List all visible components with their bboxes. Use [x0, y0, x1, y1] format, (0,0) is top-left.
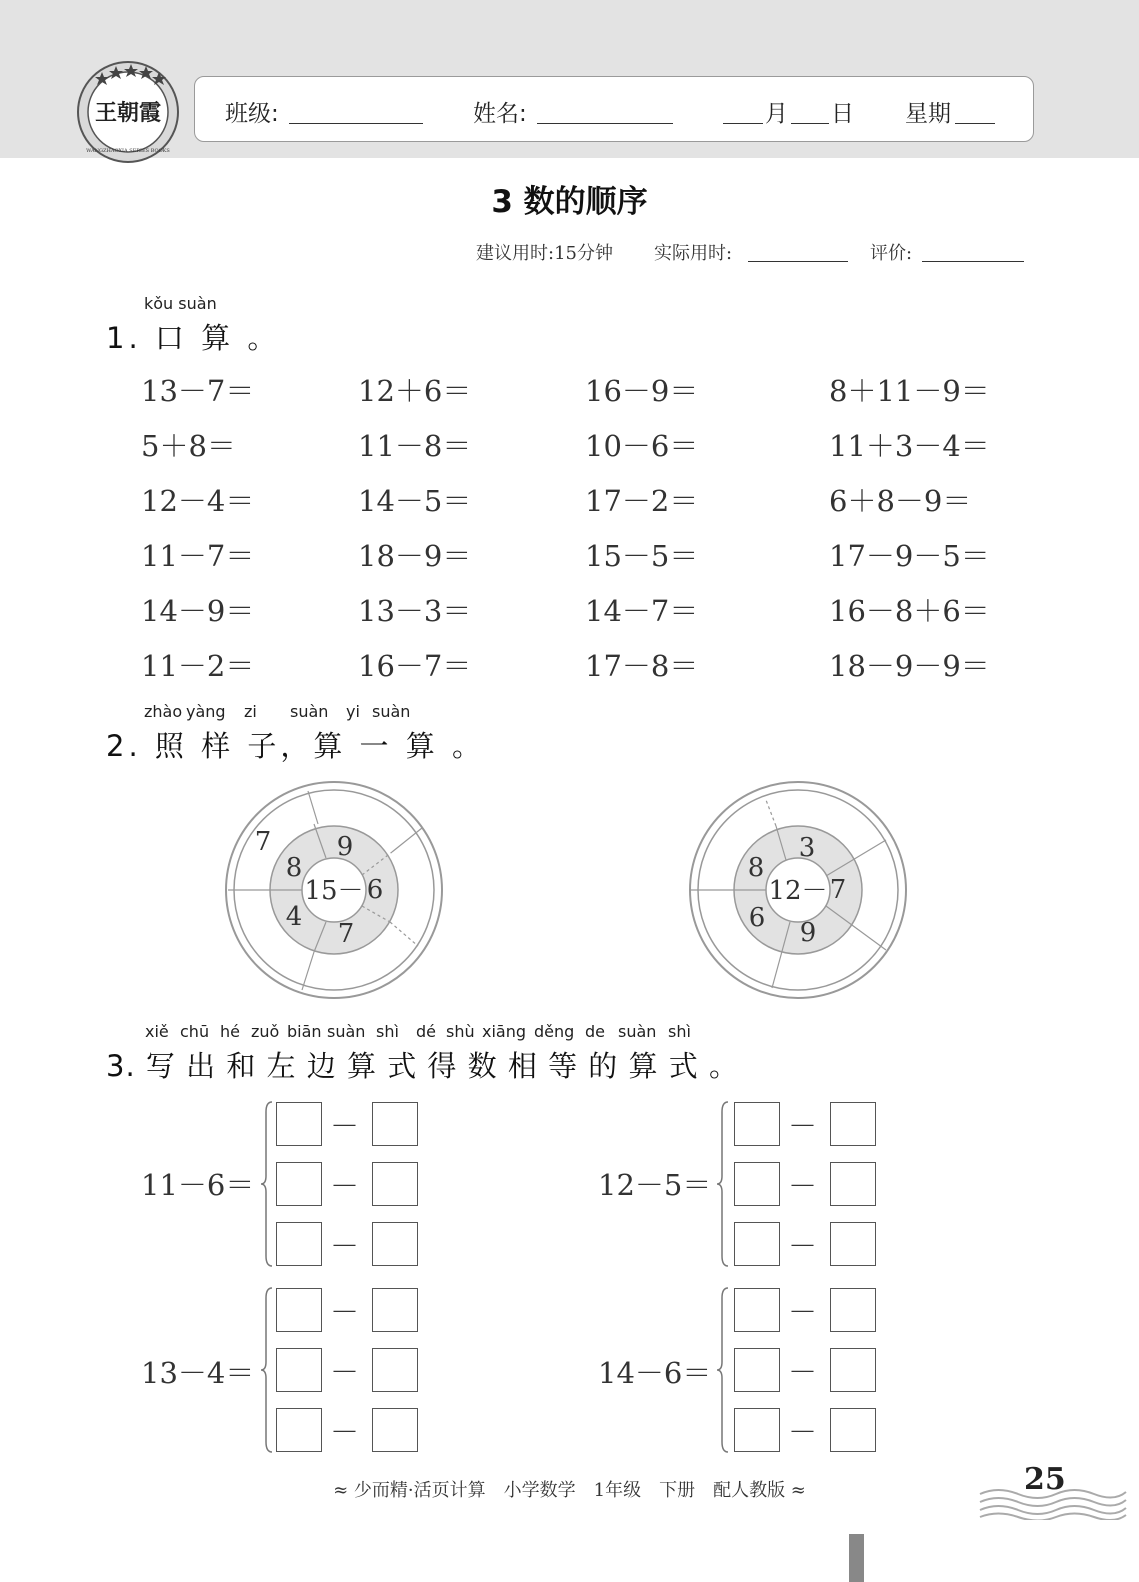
logo-subtext: WANGZHAOXIA SERIES BOOKS	[86, 148, 170, 154]
pinyin-syllable: chū	[180, 1022, 210, 1041]
brace-icon	[260, 1286, 274, 1454]
answer-box[interactable]	[372, 1348, 418, 1392]
pinyin-syllable: zhào	[144, 702, 183, 721]
pinyin-syllable: suàn	[327, 1022, 366, 1041]
equation[interactable]: 10－6＝	[585, 429, 699, 463]
answer-box[interactable]	[830, 1162, 876, 1206]
minus-sign: －	[788, 1355, 818, 1389]
pinyin-syllable: suàn	[618, 1022, 657, 1041]
pinyin-syllable: yi	[346, 702, 360, 721]
inner-number: 6	[366, 875, 384, 905]
class-label: 班级:	[225, 101, 279, 127]
answer-box[interactable]	[276, 1408, 322, 1452]
pinyin-syllable: xiāng	[482, 1022, 527, 1041]
answer-box[interactable]	[372, 1222, 418, 1266]
weekday-label: 星期	[905, 101, 951, 127]
name-field[interactable]	[537, 123, 673, 124]
name-label: 姓名:	[473, 101, 527, 127]
wheel-center: 15－	[304, 876, 364, 906]
pinyin-syllable: zuǒ	[251, 1022, 280, 1041]
answer-box[interactable]	[830, 1408, 876, 1452]
equation[interactable]: 11－2＝	[141, 649, 255, 683]
answer-box[interactable]	[276, 1288, 322, 1332]
brace-icon	[716, 1286, 730, 1454]
equation[interactable]: 17－8＝	[585, 649, 699, 683]
answer-box[interactable]	[734, 1222, 780, 1266]
pinyin-syllable: shì	[668, 1022, 691, 1041]
equation[interactable]: 16－7＝	[358, 649, 472, 683]
answer-box[interactable]	[734, 1348, 780, 1392]
inner-number: 3	[798, 833, 816, 863]
brace-icon	[260, 1100, 274, 1268]
equation[interactable]: 14－5＝	[358, 484, 472, 518]
answer-box[interactable]	[830, 1288, 876, 1332]
minus-sign: －	[788, 1109, 818, 1143]
rating-field[interactable]	[922, 261, 1024, 262]
minus-sign: －	[788, 1415, 818, 1449]
equation[interactable]: 5＋8＝	[141, 429, 236, 463]
answer-box[interactable]	[830, 1348, 876, 1392]
pinyin-syllable: hé	[220, 1022, 240, 1041]
minus-sign: －	[788, 1169, 818, 1203]
number-wheel-exercise	[686, 780, 910, 1002]
pinyin-syllable: zi	[244, 702, 257, 721]
pinyin-syllable: dé	[416, 1022, 436, 1041]
rating-label: 评价:	[870, 243, 913, 264]
equation[interactable]: 12－4＝	[141, 484, 255, 518]
pinyin-syllable: děng	[534, 1022, 575, 1041]
page-number: 25	[1024, 1462, 1066, 1497]
inner-number: 4	[285, 902, 303, 932]
answer-box[interactable]	[372, 1408, 418, 1452]
minus-sign: －	[330, 1109, 360, 1143]
answer-box[interactable]	[734, 1102, 780, 1146]
section1-title: 1. 口 算 。	[106, 321, 281, 355]
pinyin-syllable: xiě	[145, 1022, 169, 1041]
pinyin-syllable: de	[585, 1022, 605, 1041]
minus-sign: －	[788, 1295, 818, 1329]
equation[interactable]: 13－7＝	[141, 374, 255, 408]
pinyin-syllable: biān	[287, 1022, 322, 1041]
given-expression: 13－4＝	[141, 1356, 255, 1390]
pinyin-syllable: suàn	[372, 702, 411, 721]
minus-sign: －	[330, 1415, 360, 1449]
given-expression: 14－6＝	[598, 1356, 712, 1390]
class-field[interactable]	[289, 123, 423, 124]
answer-box[interactable]	[276, 1162, 322, 1206]
inner-number: 6	[748, 903, 766, 933]
day-label: 日	[831, 101, 854, 127]
inner-number: 9	[336, 832, 354, 862]
weekday-field[interactable]	[955, 123, 995, 124]
answer-box[interactable]	[372, 1102, 418, 1146]
logo-text: 王朝霞	[94, 100, 162, 126]
actual-time-label: 实际用时:	[654, 243, 733, 264]
answer-box[interactable]	[372, 1162, 418, 1206]
equation[interactable]: 16－9＝	[585, 374, 699, 408]
equation[interactable]: 11－8＝	[358, 429, 472, 463]
answer-box[interactable]	[276, 1102, 322, 1146]
answer-box[interactable]	[734, 1288, 780, 1332]
minus-sign: －	[330, 1295, 360, 1329]
pinyin-syllable: shù	[446, 1022, 475, 1041]
month-label: 月	[765, 101, 788, 127]
suggested-time: 建议用时:15分钟	[476, 243, 613, 264]
section3-title: 3. 写 出 和 左 边 算 式 得 数 相 等 的 算 式 。	[106, 1049, 739, 1083]
equation[interactable]: 11＋3－4＝	[829, 429, 990, 463]
wheel-center: 12－	[768, 876, 828, 906]
number-wheel-example	[222, 780, 446, 1002]
equation[interactable]: 17－2＝	[585, 484, 699, 518]
minus-sign: －	[330, 1355, 360, 1389]
inner-number: 9	[799, 918, 817, 948]
equation[interactable]: 18－9－9＝	[829, 649, 990, 683]
pinyin-syllable: shì	[376, 1022, 399, 1041]
equation[interactable]: 8＋11－9＝	[829, 374, 990, 408]
section2-title: 2. 照 样 子，算 一 算 。	[106, 729, 485, 763]
answer-box[interactable]	[276, 1222, 322, 1266]
brace-icon	[716, 1100, 730, 1268]
equation[interactable]: 11－7＝	[141, 539, 255, 573]
equation[interactable]: 6＋8－9＝	[829, 484, 972, 518]
answer-box[interactable]	[830, 1102, 876, 1146]
pinyin-syllable: yàng	[186, 702, 226, 721]
logo	[76, 60, 180, 164]
equation[interactable]: 15－5＝	[585, 539, 699, 573]
equation[interactable]: 13－3＝	[358, 594, 472, 628]
answer-box[interactable]	[830, 1222, 876, 1266]
section1-pinyin: kǒu suàn	[144, 294, 217, 313]
equation[interactable]: 14－7＝	[585, 594, 699, 628]
equation[interactable]: 12＋6＝	[358, 374, 472, 408]
page-title: 3 数的顺序	[491, 184, 648, 220]
inner-number: 8	[285, 853, 303, 883]
outer-number: 7	[254, 827, 272, 857]
answer-box[interactable]	[734, 1408, 780, 1452]
actual-time-field[interactable]	[748, 261, 848, 262]
equation[interactable]: 14－9＝	[141, 594, 255, 628]
minus-sign: －	[788, 1229, 818, 1263]
equation[interactable]: 18－9＝	[358, 539, 472, 573]
given-expression: 11－6＝	[141, 1168, 255, 1202]
edge-mark	[849, 1534, 864, 1582]
day-field[interactable]	[791, 123, 829, 124]
minus-sign: －	[330, 1169, 360, 1203]
equation[interactable]: 16－8＋6＝	[829, 594, 990, 628]
inner-number: 8	[747, 853, 765, 883]
month-field[interactable]	[723, 123, 763, 124]
footer-text: ≈ 少而精·活页计算 小学数学 1年级 下册 配人教版 ≈	[333, 1480, 806, 1501]
given-expression: 12－5＝	[598, 1168, 712, 1202]
student-info-box	[194, 76, 1034, 142]
inner-number: 7	[829, 875, 847, 905]
answer-box[interactable]	[372, 1288, 418, 1332]
equation[interactable]: 17－9－5＝	[829, 539, 990, 573]
answer-box[interactable]	[276, 1348, 322, 1392]
minus-sign: －	[330, 1229, 360, 1263]
answer-box[interactable]	[734, 1162, 780, 1206]
inner-number: 7	[337, 919, 355, 949]
pinyin-syllable: suàn	[290, 702, 329, 721]
